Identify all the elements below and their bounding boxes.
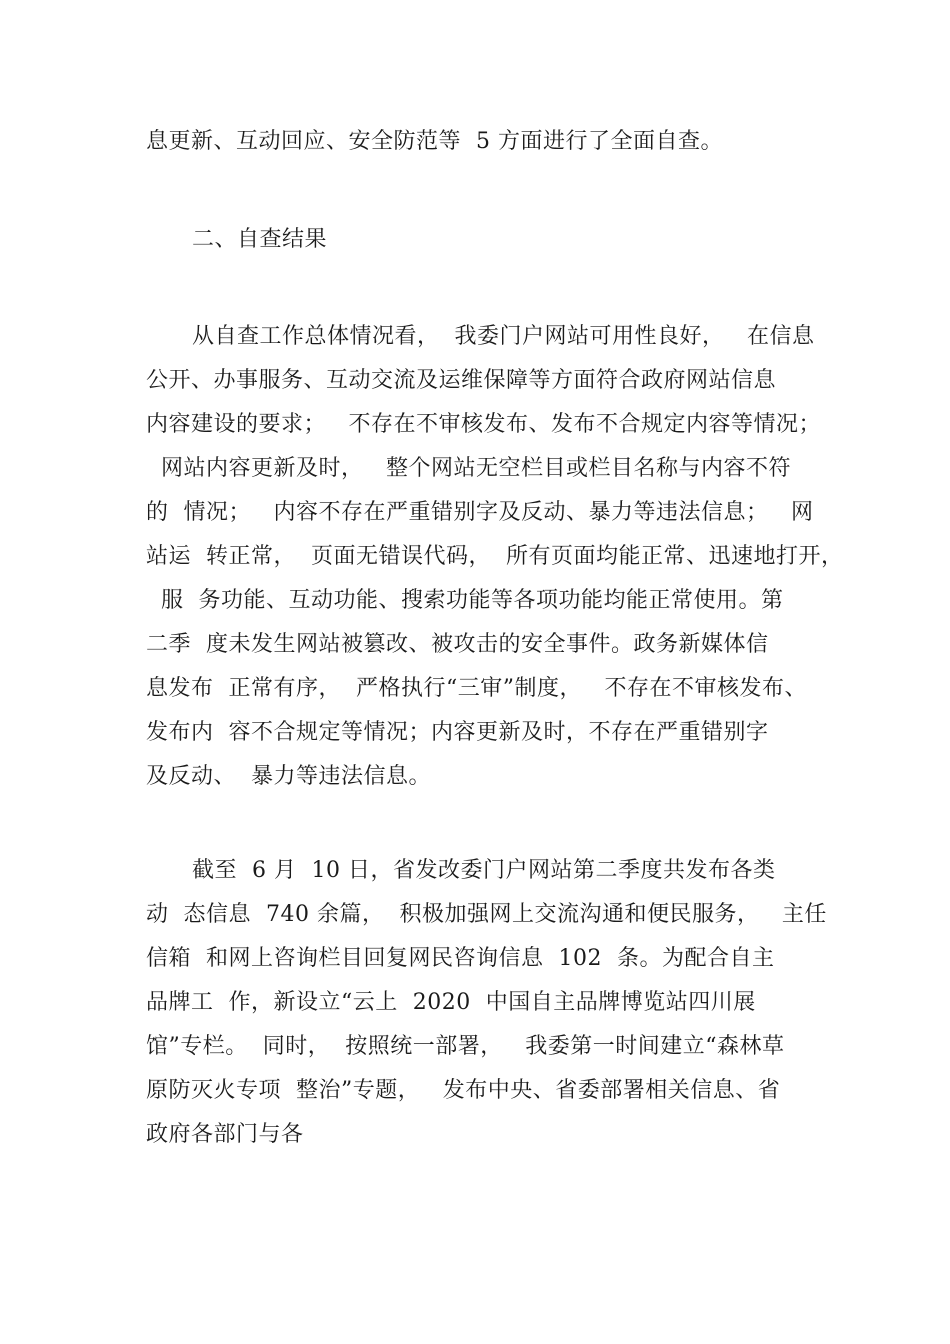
paragraph-line: 及反动、 暴力等违法信息。: [146, 764, 431, 789]
paragraph-line: 站运 转正常， 页面无错误代码， 所有页面均能正常、迅速地打开，: [146, 544, 844, 569]
paragraph-line: 网站内容更新及时， 整个网站无空栏目或栏目名称与内容不符: [146, 456, 791, 481]
paragraph-line: 公开、办事服务、互动交流及运维保障等方面符合政府网站信息: [146, 368, 777, 393]
paragraph-line: 二季 度未发生网站被篡改、被攻击的安全事件。政务新媒体信: [146, 632, 769, 657]
paragraph-line: 原防灭火专项 整治”专题， 发布中央、省委部署相关信息、省: [146, 1078, 781, 1103]
paragraph-line: 品牌工 作，新设立“云上 2020 中国自主品牌博览站四川展: [146, 990, 756, 1015]
paragraph-line: 截至 6 月 10 日，省发改委门户网站第二季度共发布各类: [192, 858, 776, 883]
paragraph-line: 服 务功能、互动功能、搜索功能等各项功能均能正常使用。第: [146, 588, 784, 613]
paragraph-line: 馆”专栏。 同时， 按照统一部署， 我委第一时间建立“森林草: [146, 1034, 785, 1059]
paragraph-line: 息发布 正常有序， 严格执行“三审”制度， 不存在不审核发布、: [146, 676, 807, 701]
paragraph-line: 内容建设的要求； 不存在不审核发布、发布不合规定内容等情况；: [146, 412, 821, 437]
paragraph-line: 政府各部门与各: [146, 1122, 304, 1147]
paragraph-line: 的 情况； 内容不存在严重错别字及反动、暴力等违法信息； 网: [146, 500, 814, 525]
opening-line: 息更新、互动回应、安全防范等 5 方面进行了全面自查。: [146, 129, 723, 154]
paragraph-line: 信箱 和网上咨询栏目回复网民咨询信息 102 条。为配合自主: [146, 946, 775, 971]
section-heading: 二、自查结果: [192, 227, 328, 252]
paragraph-line: 动 态信息 740 余篇， 积极加强网上交流沟通和便民服务， 主任: [146, 902, 827, 927]
paragraph-line: 发布内 容不合规定等情况；内容更新及时，不存在严重错别字: [146, 720, 769, 745]
paragraph-line: 从自查工作总体情况看， 我委门户网站可用性良好， 在信息: [192, 324, 815, 349]
